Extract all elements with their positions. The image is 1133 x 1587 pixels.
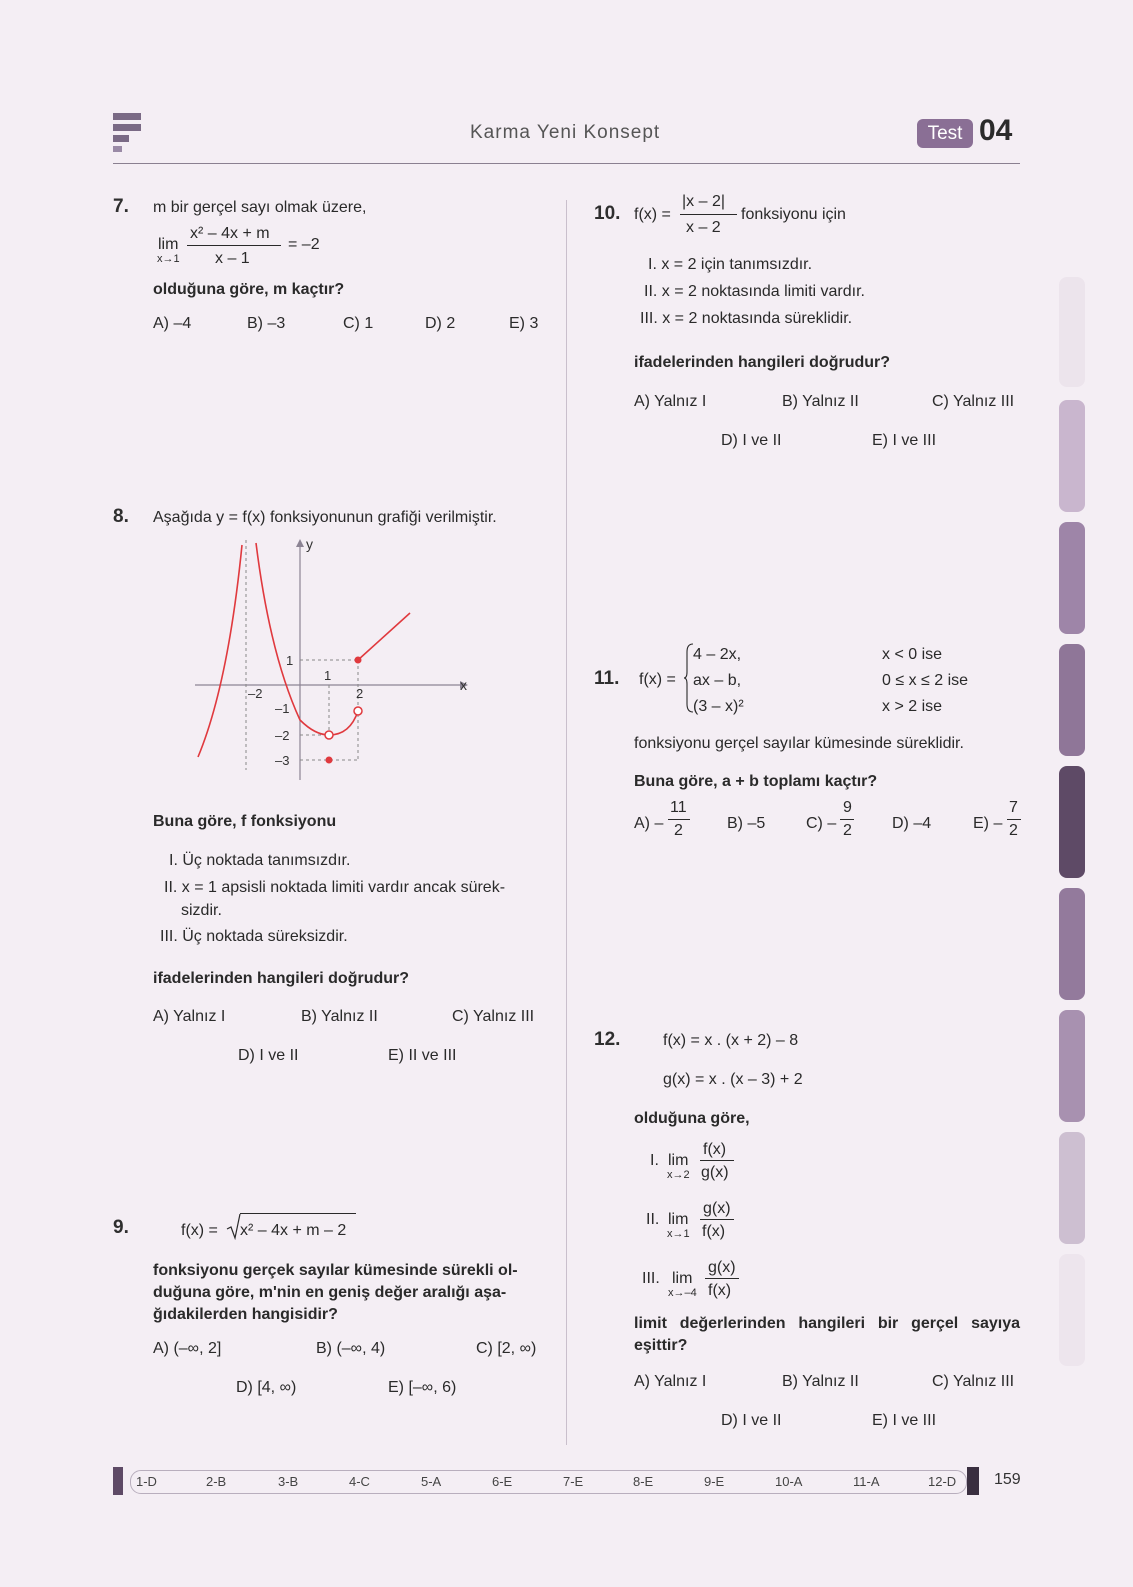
condition-2: 0 ≤ x ≤ 2 ise <box>882 672 969 689</box>
option-a[interactable]: A) Yalnız I <box>634 1373 707 1390</box>
question-text: ifadelerinden hangileri doğrudur? <box>634 354 891 371</box>
x-axis-label: x <box>460 677 467 693</box>
statement-1: I. Üç noktada tanımsızdır. <box>169 852 351 869</box>
open-point-x2 <box>354 707 362 715</box>
function-prefix: f(x) = <box>181 1222 218 1239</box>
lim-subscript: x→1 <box>157 253 180 265</box>
limit-3-subscript: x→–4 <box>668 1287 697 1299</box>
limit-2-lim: lim <box>668 1211 689 1228</box>
limit-2-subscript: x→1 <box>667 1228 690 1240</box>
condition-1: x < 0 ise <box>882 646 943 663</box>
open-point-x1 <box>325 731 333 739</box>
option-d[interactable]: D) I ve II <box>238 1047 299 1064</box>
question-line-3: ğıdakilerden hangisidir? <box>153 1306 338 1323</box>
limit-1-lim: lim <box>668 1152 689 1169</box>
question-number: 12. <box>594 1029 621 1050</box>
question-number: 8. <box>113 506 129 527</box>
question-text: Buna göre, a + b toplamı kaçtır? <box>634 773 878 790</box>
option-a-fraction-bar <box>668 819 690 820</box>
answer-4: 4-C <box>349 1474 370 1489</box>
function-graph <box>190 535 480 785</box>
option-e-denominator: 2 <box>1009 822 1018 839</box>
page-number: 159 <box>994 1471 1021 1488</box>
statement-1: I. x = 2 için tanımsızdır. <box>648 256 813 273</box>
option-a[interactable]: A) (–∞, 2] <box>153 1340 222 1357</box>
limit-3-fraction-bar <box>705 1278 739 1279</box>
answer-6: 6-E <box>492 1474 513 1489</box>
given-text: olduğuna göre, <box>634 1110 750 1127</box>
header-divider <box>113 163 1020 164</box>
option-a[interactable]: A) Yalnız I <box>153 1008 226 1025</box>
statement-2: II. x = 2 noktasında limiti vardır. <box>644 283 865 300</box>
question-number: 9. <box>113 1217 129 1238</box>
limit-value: = –2 <box>288 236 320 253</box>
closed-point-x2-y1 <box>355 657 362 664</box>
tick-x-2: 2 <box>356 686 364 701</box>
side-tab-4[interactable] <box>1059 644 1085 756</box>
fraction-denominator: x – 1 <box>215 250 250 267</box>
side-tab-9[interactable] <box>1059 1254 1085 1366</box>
test-number: 04 <box>979 114 1013 147</box>
option-b[interactable]: B) –3 <box>247 315 286 332</box>
answer-8: 8-E <box>633 1474 654 1489</box>
function-prefix: f(x) = <box>634 206 671 223</box>
option-c-numerator: 9 <box>843 799 852 816</box>
option-d[interactable]: D) I ve II <box>721 1412 782 1429</box>
case-1: 4 – 2x, <box>693 646 742 663</box>
answer-11: 11-A <box>853 1474 880 1489</box>
limit-3-denominator: f(x) <box>708 1282 732 1299</box>
side-tab-6[interactable] <box>1059 888 1085 1000</box>
answer-7: 7-E <box>563 1474 584 1489</box>
option-d[interactable]: D) –4 <box>892 815 932 832</box>
fraction-numerator: |x – 2| <box>682 193 725 210</box>
y-axis-label: y <box>306 536 313 552</box>
option-c[interactable]: C) Yalnız III <box>932 393 1015 410</box>
option-d[interactable]: D) I ve II <box>721 432 782 449</box>
statement-3: III. x = 2 noktasında süreklidir. <box>640 310 853 327</box>
condition-3: x > 2 ise <box>882 698 943 715</box>
answer-key-left-cap <box>113 1467 123 1495</box>
limit-2-numerator: g(x) <box>703 1200 731 1217</box>
side-tab-1[interactable] <box>1059 277 1085 387</box>
option-c-fraction-bar <box>840 819 854 820</box>
option-b[interactable]: B) Yalnız II <box>301 1008 378 1025</box>
side-tab-3[interactable] <box>1059 522 1085 634</box>
question-intro: m bir gerçel sayı olmak üzere, <box>153 199 367 216</box>
option-c-denominator: 2 <box>843 822 852 839</box>
option-b[interactable]: B) Yalnız II <box>782 1373 859 1390</box>
fraction-bar <box>187 245 281 246</box>
option-b[interactable]: B) –5 <box>727 815 766 832</box>
option-c-label: C) – <box>806 815 837 832</box>
option-a[interactable]: A) Yalnız I <box>634 393 707 410</box>
option-e[interactable]: E) [–∞, 6) <box>388 1379 457 1396</box>
answer-2: 2-B <box>206 1474 227 1489</box>
answer-key-right-cap <box>967 1467 979 1495</box>
answer-5: 5-A <box>421 1474 442 1489</box>
option-e[interactable]: E) 3 <box>509 315 539 332</box>
fraction-denominator: x – 2 <box>686 219 721 236</box>
test-badge: Test <box>917 119 973 148</box>
limit-1-numerator: f(x) <box>703 1141 727 1158</box>
limit-2-roman: II. <box>646 1211 660 1228</box>
question-prompt: Buna göre, f fonksiyonu <box>153 813 337 830</box>
limit-2-fraction-bar <box>700 1219 734 1220</box>
side-tab-5-active[interactable] <box>1059 766 1085 878</box>
middle-branch <box>256 543 358 735</box>
option-e[interactable]: E) II ve III <box>388 1047 457 1064</box>
tick-y-neg2: –2 <box>275 728 290 743</box>
answer-12: 12-D <box>928 1474 957 1489</box>
option-e-label: E) – <box>973 815 1003 832</box>
right-branch <box>358 613 410 660</box>
limit-1-denominator: g(x) <box>701 1164 729 1181</box>
option-d[interactable]: D) [4, ∞) <box>236 1379 297 1396</box>
radical-bar <box>240 1213 356 1214</box>
tick-x-1: 1 <box>324 668 332 683</box>
limit-1-roman: I. <box>650 1152 659 1169</box>
answer-9: 9-E <box>704 1474 725 1489</box>
option-a-denominator: 2 <box>674 822 683 839</box>
question-intro: Aşağıda y = f(x) fonksiyonunun grafiği verilmiştir. <box>153 509 497 526</box>
question-text <box>153 1260 518 1326</box>
fraction-bar <box>680 214 737 215</box>
question-number: 11. <box>594 668 620 689</box>
option-a[interactable]: A) –4 <box>153 315 192 332</box>
tick-y-neg1: –1 <box>275 701 290 716</box>
book-title: Karma Yeni Konsept <box>470 122 661 143</box>
question-line-1: limit değerlerinden hangileri bir gerçel sayıya <box>634 1315 1020 1332</box>
option-c[interactable]: C) 1 <box>343 315 374 332</box>
tick-y-neg3: –3 <box>275 753 290 768</box>
lim-label: lim <box>158 236 179 253</box>
statement-3: III. Üç noktada süreksizdir. <box>160 928 348 945</box>
question-statement: fonksiyonu gerçel sayılar kümesinde süreklidir. <box>634 735 964 752</box>
option-d[interactable]: D) 2 <box>425 315 456 332</box>
statement-2: II. x = 1 apsisli noktada limiti vardır ancak sürek- <box>164 879 506 896</box>
option-c[interactable]: C) Yalnız III <box>932 1373 1015 1390</box>
limit-3-lim: lim <box>672 1270 693 1287</box>
question-number: 10. <box>594 203 621 224</box>
limit-2-denominator: f(x) <box>702 1223 726 1240</box>
tick-x-neg2: –2 <box>248 686 263 701</box>
option-e-fraction-bar <box>1007 819 1021 820</box>
closed-point-x1-neg3 <box>326 757 333 764</box>
limit-1-fraction-bar <box>700 1160 734 1161</box>
fraction-numerator: x² – 4x + m <box>190 225 270 242</box>
option-b[interactable]: B) (–∞, 4) <box>316 1340 386 1357</box>
limit-3-numerator: g(x) <box>708 1259 736 1276</box>
left-branch <box>198 545 242 757</box>
statement-2-cont: sizdir. <box>181 902 222 919</box>
question-line-2: duğuna göre, m'nin en geniş değer aralığı aşa- <box>153 1284 507 1301</box>
answer-10: 10-A <box>775 1474 803 1489</box>
question-text: olduğuna göre, m kaçtır? <box>153 281 345 298</box>
function-f: f(x) = x . (x + 2) – 8 <box>663 1032 799 1049</box>
function-prefix: f(x) = <box>639 671 676 688</box>
case-2: ax – b, <box>693 672 742 689</box>
answer-1: 1-D <box>136 1474 157 1489</box>
answer-key-frame <box>130 1470 967 1494</box>
function-suffix: fonksiyonu için <box>741 206 846 223</box>
option-e-numerator: 7 <box>1009 799 1018 816</box>
radicand: x² – 4x + m – 2 <box>240 1222 347 1239</box>
question-text <box>634 1313 1020 1357</box>
option-b[interactable]: B) Yalnız II <box>782 393 859 410</box>
question-line-1: fonksiyonu gerçek sayılar kümesinde sürekli ol- <box>153 1262 518 1279</box>
limit-3-roman: III. <box>642 1270 660 1287</box>
question-number: 7. <box>113 196 129 217</box>
side-tab-2[interactable] <box>1059 400 1085 512</box>
case-3: (3 – x)² <box>693 698 744 715</box>
y-axis-arrow <box>296 539 304 547</box>
option-c[interactable]: C) Yalnız III <box>452 1008 535 1025</box>
question-line-2: eşittir? <box>634 1337 688 1354</box>
side-tab-8[interactable] <box>1059 1132 1085 1244</box>
question-text: ifadelerinden hangileri doğrudur? <box>153 970 410 987</box>
option-a-label: A) – <box>634 815 664 832</box>
side-tab-7[interactable] <box>1059 1010 1085 1122</box>
limit-1-subscript: x→2 <box>667 1169 690 1181</box>
option-e[interactable]: E) I ve III <box>872 1412 937 1429</box>
tick-y-1: 1 <box>286 653 294 668</box>
option-c[interactable]: C) [2, ∞) <box>476 1340 537 1357</box>
column-divider <box>566 200 567 1445</box>
option-a-numerator: 11 <box>670 799 687 816</box>
function-g: g(x) = x . (x – 3) + 2 <box>663 1071 803 1088</box>
option-e[interactable]: E) I ve III <box>872 432 937 449</box>
answer-3: 3-B <box>278 1474 299 1489</box>
